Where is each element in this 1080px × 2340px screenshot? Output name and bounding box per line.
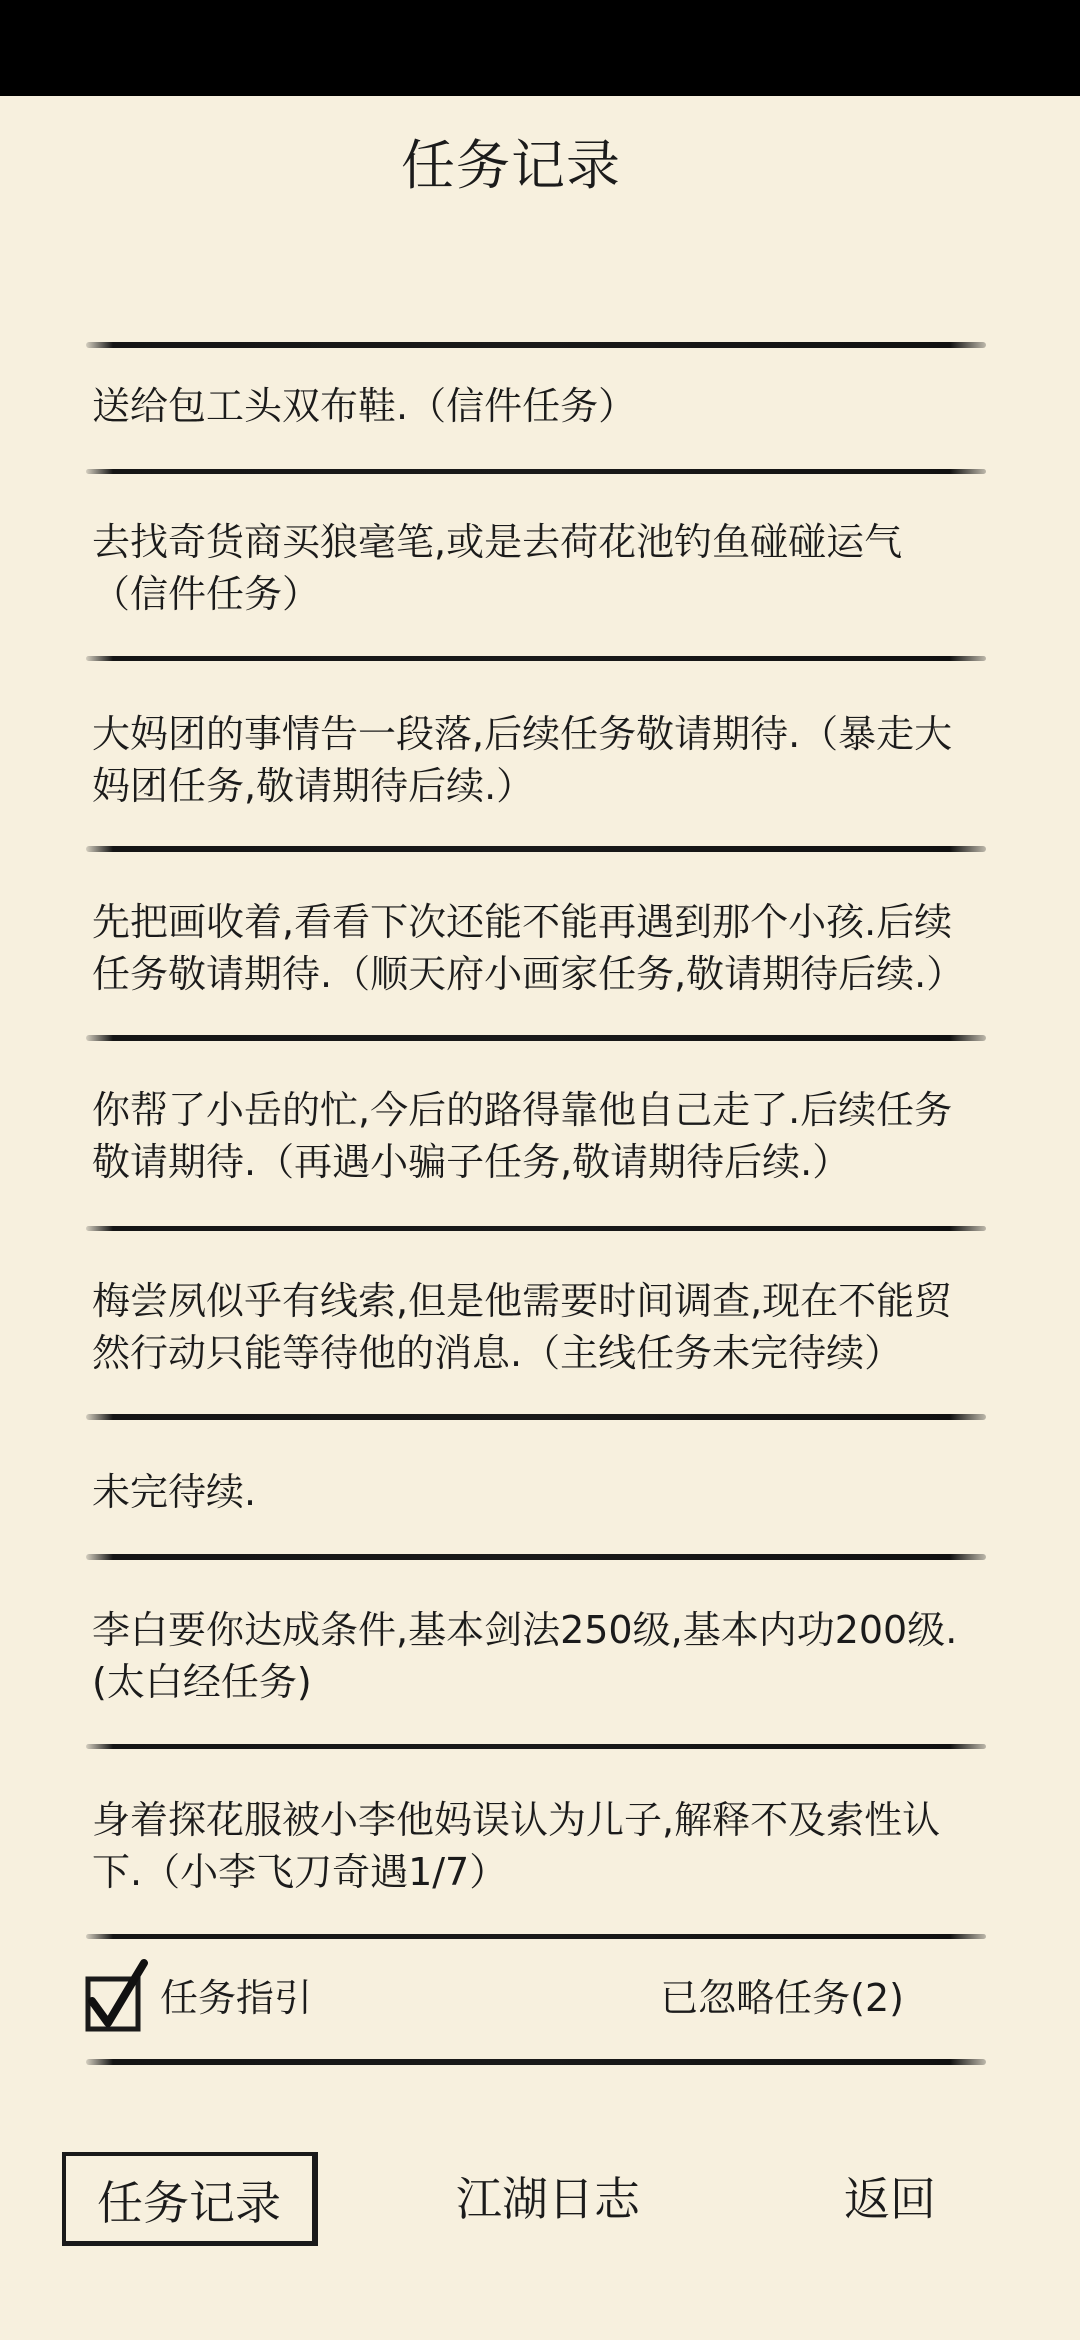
- tab-task-records[interactable]: 任务记录: [62, 2152, 318, 2246]
- task-item[interactable]: 去找奇货商买狼毫笔,或是去荷花池钓鱼碰碰运气 （信件任务）: [92, 520, 903, 616]
- task-item[interactable]: 送给包工头双布鞋.（信件任务）: [92, 384, 637, 428]
- task-item[interactable]: 李白要你达成条件,基本剑法250级,基本内功200级. (太白经任务): [92, 1608, 958, 1704]
- task-guide-label[interactable]: 任务指引: [160, 1976, 313, 2020]
- task-item[interactable]: 梅尝夙似乎有线索,但是他需要时间调查,现在不能贸 然行动只能等待他的消息.（主线任务未完待续）: [92, 1279, 953, 1375]
- task-item[interactable]: 你帮了小岳的忙,今后的路得靠他自己走了.后续任务 敬请期待.（再遇小骗子任务,敬请期待后续.）: [92, 1088, 953, 1184]
- divider: [86, 1934, 986, 1939]
- tab-jianghu-journal[interactable]: 江湖日志: [456, 2172, 640, 2226]
- task-item[interactable]: 未完待续.: [92, 1470, 257, 1514]
- divider: [86, 1414, 986, 1420]
- ignored-tasks-link[interactable]: 已忽略任务(2): [660, 1976, 904, 2020]
- divider: [86, 1226, 986, 1231]
- task-guide-row: [86, 1965, 986, 2035]
- task-guide-checkbox[interactable]: [86, 1975, 142, 2031]
- task-item[interactable]: 身着探花服被小李他妈误认为儿子,解释不及索性认 下.（小李飞刀奇遇1/7）: [92, 1798, 941, 1894]
- task-item[interactable]: 先把画收着,看看下次还能不能再遇到那个小孩.后续 任务敬请期待.（顺天府小画家任务,敬请期待后续.）: [92, 900, 965, 996]
- divider: [86, 469, 986, 474]
- divider: [86, 846, 986, 852]
- divider: [86, 656, 986, 661]
- divider: [86, 1744, 986, 1749]
- back-button[interactable]: 返回: [844, 2172, 936, 2226]
- checkmark-icon: [84, 1967, 148, 2031]
- divider: [86, 1554, 986, 1560]
- status-bar: [0, 0, 1080, 96]
- task-item[interactable]: 大妈团的事情告一段落,后续任务敬请期待.（暴走大 妈团任务,敬请期待后续.）: [92, 712, 953, 808]
- divider: [86, 342, 986, 348]
- divider: [86, 1035, 986, 1041]
- divider: [86, 2059, 986, 2065]
- page-title: 任务记录: [401, 134, 621, 197]
